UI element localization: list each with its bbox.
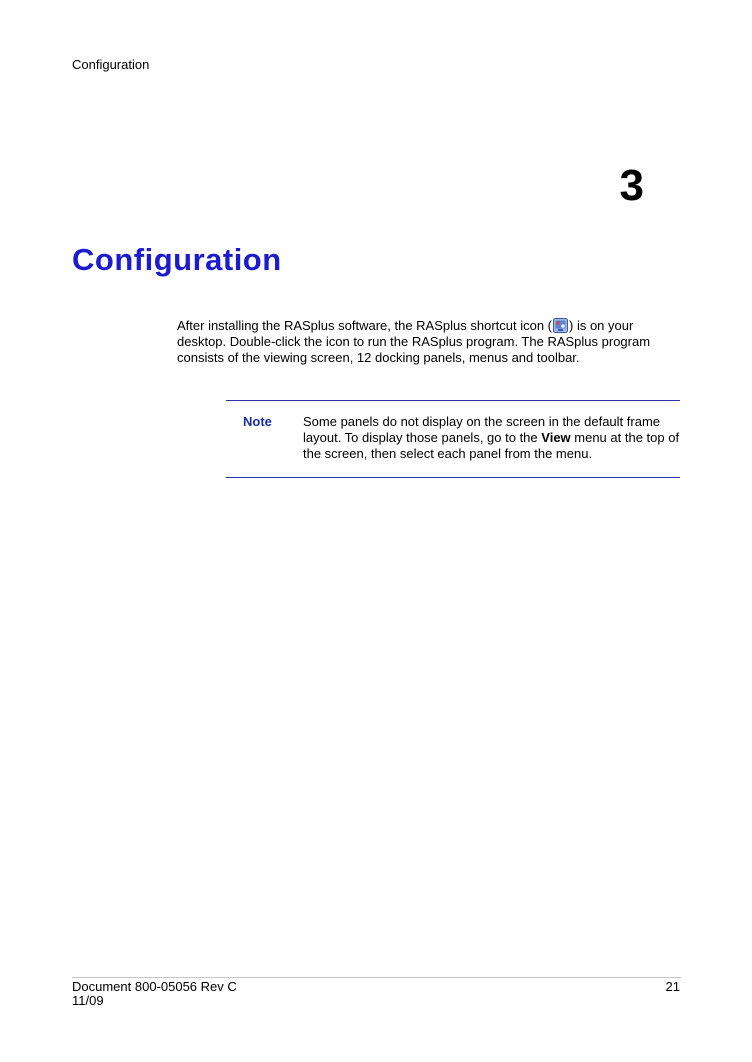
note-top-rule [226,400,680,401]
footer-document-info [72,980,237,1008]
view-menu-name: View [541,430,571,445]
note-text-part1: Some panels do not display on the screen in the default frame layout. To display those panels, go to the [303,414,660,445]
chapter-number: 3 [619,161,644,210]
footer-rule [72,977,681,978]
page-number: 21 [665,979,680,994]
note-text [303,414,683,462]
chapter-title: Configuration [72,242,282,277]
intro-paragraph [177,318,677,366]
running-header: Configuration [72,57,150,72]
note-label: Note [243,414,272,429]
intro-text-part1: After installing the RASplus software, the RASplus shortcut icon ( [177,318,553,333]
rasplus-shortcut-icon [553,318,568,333]
footer-date: 11/09 [72,993,104,1008]
footer-document-number: Document 800-05056 Rev C [72,979,237,994]
intro-text-part2: ) is on your desktop. Double-click the icon to run the RASplus program. The RASplus program consists of the viewing screen, 12 docking panels, menus and toolbar. [177,318,651,365]
note-bottom-rule [226,477,680,478]
note-text-part2: menu at the top of the screen, then select each panel from the menu. [303,430,680,461]
